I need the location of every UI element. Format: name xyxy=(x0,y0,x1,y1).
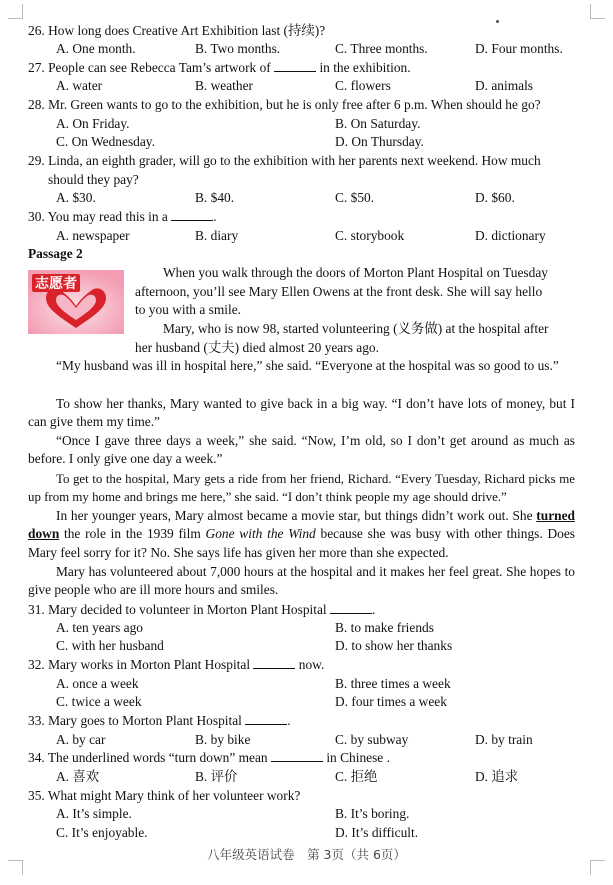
answer-blank[interactable] xyxy=(171,208,213,221)
answer-blank[interactable] xyxy=(271,749,323,762)
option-a[interactable]: A. One month. xyxy=(56,41,136,56)
stem-text: 32. Mary works in Morton Plant Hospital xyxy=(28,657,251,672)
question-33 xyxy=(0,712,613,730)
question-stem xyxy=(28,656,324,674)
passage-paragraph-8 xyxy=(28,563,575,600)
underlined-phrase: turned down xyxy=(28,508,575,542)
option-c[interactable]: C. $50. xyxy=(335,190,375,205)
question-35-options-row2 xyxy=(0,824,613,842)
question-stem: 35. What might Mary think of her volunteer work? xyxy=(28,788,301,803)
question-stem xyxy=(28,601,375,619)
question-stem: 29. Linda, an eighth grader, will go to the exhibition with her parents next weekend. How much xyxy=(28,153,541,168)
question-28 xyxy=(0,96,613,114)
option-d[interactable]: D. dictionary xyxy=(475,228,546,243)
question-stem: 26. How long does Creative Art Exhibition last (持续)? xyxy=(28,23,326,38)
question-stem xyxy=(28,712,291,730)
option-b[interactable]: B. $40. xyxy=(195,190,235,205)
option-c[interactable]: C. 拒绝 xyxy=(335,769,378,784)
option-b[interactable]: B. to make friends xyxy=(335,620,434,635)
question-26 xyxy=(0,22,613,40)
page-footer: 八年级英语试卷 第 3页（共 6页） xyxy=(207,847,406,862)
passage-paragraph-5 xyxy=(28,432,575,469)
option-b[interactable]: B. 评价 xyxy=(195,769,238,784)
question-31 xyxy=(0,601,613,619)
option-c[interactable]: C. by subway xyxy=(335,732,409,747)
stem-text: . xyxy=(372,602,376,617)
option-a[interactable]: A. On Friday. xyxy=(56,116,130,131)
option-b[interactable]: B. On Saturday. xyxy=(335,116,421,131)
passage-p1-line3 xyxy=(0,301,613,319)
passage-text: “My husband was ill in hospital here,” she said. “Everyone at the hospital was so good to us.” xyxy=(56,358,559,373)
passage-text: In her younger years, Mary almost became a movie star, but things didn’t work out. She xyxy=(56,508,533,523)
passage-text: Mary, who is now 98, started volunteering (义务做) at the hospital after xyxy=(163,321,549,336)
passage-heading-row xyxy=(0,245,613,263)
passage-paragraph-6 xyxy=(28,470,575,507)
question-28-options-row1 xyxy=(0,115,613,133)
option-d[interactable]: D. four times a week xyxy=(335,694,447,709)
passage-text: To show her thanks, Mary wanted to give back in a big way. “I don’t have lots of money, but I can give them my time.” xyxy=(28,396,575,430)
question-30 xyxy=(0,208,613,226)
question-stem: 28. Mr. Green wants to go to the exhibition, but he is only free after 6 p.m. When should he go? xyxy=(28,97,541,112)
question-35 xyxy=(0,787,613,805)
passage-text: afternoon, you’ll see Mary Ellen Owens at the front desk. She will say hello xyxy=(135,284,543,299)
passage-paragraph-4 xyxy=(28,395,575,432)
passage-p1-line2 xyxy=(0,283,613,301)
option-b[interactable]: B. weather xyxy=(195,78,254,93)
answer-blank[interactable] xyxy=(274,59,316,72)
option-d[interactable]: D. It’s difficult. xyxy=(335,825,419,840)
option-a[interactable]: A. 喜欢 xyxy=(56,769,100,784)
option-d[interactable]: D. to show her thanks xyxy=(335,638,453,653)
passage-text: the role in the 1939 film xyxy=(64,526,201,542)
passage-p1-line1 xyxy=(0,264,613,282)
option-d[interactable]: D. 追求 xyxy=(475,769,519,784)
question-31-options-row1 xyxy=(0,619,613,637)
crop-mark-top-left xyxy=(8,4,23,19)
passage-text: Mary has volunteered about 7,000 hours at the hospital and it makes her feel great. She hopes to give people who are ill more hours and smiles. xyxy=(28,564,575,598)
passage-text: When you walk through the doors of Morton Plant Hospital on Tuesday xyxy=(163,265,548,280)
question-29 xyxy=(0,152,613,170)
passage-heading: Passage 2 xyxy=(28,246,83,261)
question-27-options xyxy=(0,77,613,95)
stem-text: . xyxy=(213,209,217,224)
option-d[interactable]: D. On Thursday. xyxy=(335,134,424,149)
option-c[interactable]: C. Three months. xyxy=(335,41,428,56)
option-b[interactable]: B. Two months. xyxy=(195,41,281,56)
passage-text: her husband (丈夫) died almost 20 years ago. xyxy=(135,340,379,355)
question-34 xyxy=(0,749,613,767)
question-30-options xyxy=(0,227,613,245)
option-b[interactable]: B. by bike xyxy=(195,732,251,747)
question-34-options xyxy=(0,768,613,786)
option-c[interactable]: C. flowers xyxy=(335,78,391,93)
option-d[interactable]: D. animals xyxy=(475,78,534,93)
option-d[interactable]: D. Four months. xyxy=(475,41,563,56)
option-a[interactable]: A. It’s simple. xyxy=(56,806,132,821)
stem-text: now. xyxy=(298,657,325,672)
question-31-options-row2 xyxy=(0,637,613,655)
question-stem-cont: should they pay? xyxy=(48,172,139,187)
question-27 xyxy=(0,59,613,77)
option-d[interactable]: D. by train xyxy=(475,732,533,747)
option-b[interactable]: B. three times a week xyxy=(335,676,451,691)
option-b[interactable]: B. diary xyxy=(195,228,239,243)
option-a[interactable]: A. once a week xyxy=(56,676,139,691)
question-stem xyxy=(28,208,217,226)
option-c[interactable]: C. with her husband xyxy=(56,638,164,653)
option-c[interactable]: C. twice a week xyxy=(56,694,142,709)
passage-p2-line2 xyxy=(0,339,613,357)
stem-text: in Chinese . xyxy=(326,750,390,765)
answer-blank[interactable] xyxy=(245,712,287,725)
option-b[interactable]: B. It’s boring. xyxy=(335,806,410,821)
question-28-options-row2 xyxy=(0,133,613,151)
stem-text: 33. Mary goes to Morton Plant Hospital xyxy=(28,713,242,728)
answer-blank[interactable] xyxy=(253,656,295,669)
film-title: Gone with the Wind xyxy=(205,526,316,542)
passage-paragraph-3 xyxy=(28,357,575,375)
question-35-options-row1 xyxy=(0,805,613,823)
question-32-options-row2 xyxy=(0,693,613,711)
option-a[interactable]: A. ten years ago xyxy=(56,620,144,635)
question-stem xyxy=(28,59,411,77)
passage-text: “Once I gave three days a week,” she said. “Now, I’m old, so I don’t get around as much as before. I only give one day a week.” xyxy=(28,433,575,467)
crop-mark-top-right xyxy=(590,4,605,19)
stem-text: 31. Mary decided to volunteer in Morton Plant Hospital xyxy=(28,602,327,617)
option-c[interactable]: C. On Wednesday. xyxy=(56,134,155,149)
stem-text: 27. People can see Rebecca Tam’s artwork of xyxy=(28,60,271,75)
option-a[interactable]: A. by car xyxy=(56,732,106,747)
question-stem xyxy=(28,749,390,767)
stem-text: 34. The underlined words “turn down” mean xyxy=(28,750,268,765)
option-a[interactable]: A. water xyxy=(56,78,103,93)
logo-text: 志愿者 xyxy=(35,276,77,292)
question-29-cont xyxy=(0,171,613,189)
stem-text: . xyxy=(287,713,291,728)
question-32 xyxy=(0,656,613,674)
passage-text: to you with a smile. xyxy=(135,302,242,317)
option-a[interactable]: A. $30. xyxy=(56,190,96,205)
question-29-options xyxy=(0,189,613,207)
passage-text: because she was busy with other things. Does Mary feel sorry for it? No. She says life has given her more than she expected. xyxy=(28,526,575,560)
passage-text: To get to the hospital, Mary gets a ride from her friend, Richard. “Every Tuesday, Richard picks me up from my home and brings me here,” she said. “I don’t think people my age should drive.” xyxy=(28,472,575,505)
option-c[interactable]: C. It’s enjoyable. xyxy=(56,825,148,840)
question-33-options xyxy=(0,731,613,749)
passage-p2-line1 xyxy=(0,320,613,338)
answer-blank[interactable] xyxy=(330,601,372,614)
stem-text: in the exhibition. xyxy=(319,60,411,75)
question-26-options xyxy=(0,40,613,58)
option-d[interactable]: D. $60. xyxy=(475,190,515,205)
stem-text: 30. You may read this in a xyxy=(28,209,168,224)
option-a[interactable]: A. newspaper xyxy=(56,228,130,243)
option-c[interactable]: C. storybook xyxy=(335,228,405,243)
question-32-options-row1 xyxy=(0,675,613,693)
passage-paragraph-7 xyxy=(28,507,575,562)
